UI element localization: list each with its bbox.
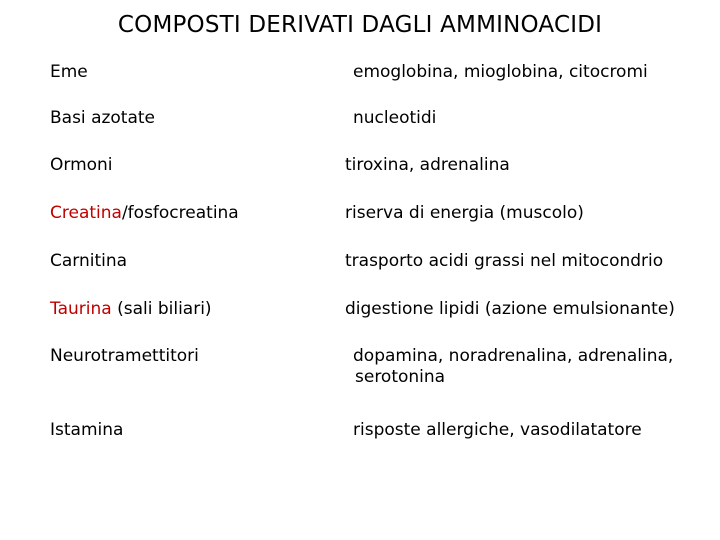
- row-basi-description-text: nucleotidi: [353, 108, 437, 128]
- row-neurotrasmettitori-description-line2: serotonina: [355, 367, 446, 387]
- row-carnitina-description: trasporto acidi grassi nel mitocondrio: [345, 251, 664, 271]
- row-creatina-term-highlight: Creatina: [50, 203, 122, 223]
- row-neurotrasmettitori-term: Neurotramettitori: [50, 346, 199, 366]
- row-ormoni-description: tiroxina, adrenalina: [345, 155, 510, 175]
- row-taurina-term-highlight: Taurina: [50, 299, 112, 319]
- row-ormoni-term: Ormoni: [50, 155, 113, 175]
- row-eme-description-text: emoglobina, mioglobina, citocromi: [353, 62, 648, 82]
- row-taurina-description: digestione lipidi (azione emulsionante): [345, 299, 675, 319]
- row-neurotrasmettitori-description: [345, 346, 673, 388]
- row-creatina-term-rest: /fosfocreatina: [121, 203, 239, 223]
- row-neurotrasmettitori-description-line1: dopamina, noradrenalina, adrenalina,: [353, 346, 674, 366]
- row-taurina-term: [50, 299, 212, 320]
- row-eme-description: [345, 62, 648, 83]
- row-creatina-description: riserva di energia (muscolo): [345, 203, 584, 223]
- slide-title: COMPOSTI DERIVATI DAGLI AMMINOACIDI: [117, 12, 603, 38]
- row-basi-term: Basi azotate: [50, 108, 156, 128]
- row-eme-term: Eme: [50, 62, 88, 82]
- row-istamina-description-text: risposte allergiche, vasodilatatore: [353, 420, 642, 440]
- row-istamina-term: Istamina: [50, 420, 124, 440]
- row-taurina-term-rest: (sali biliari): [111, 299, 212, 319]
- row-istamina-description: [345, 420, 642, 441]
- row-carnitina-term: Carnitina: [50, 251, 128, 271]
- row-basi-description: [345, 108, 436, 129]
- row-creatina-term: [50, 203, 239, 224]
